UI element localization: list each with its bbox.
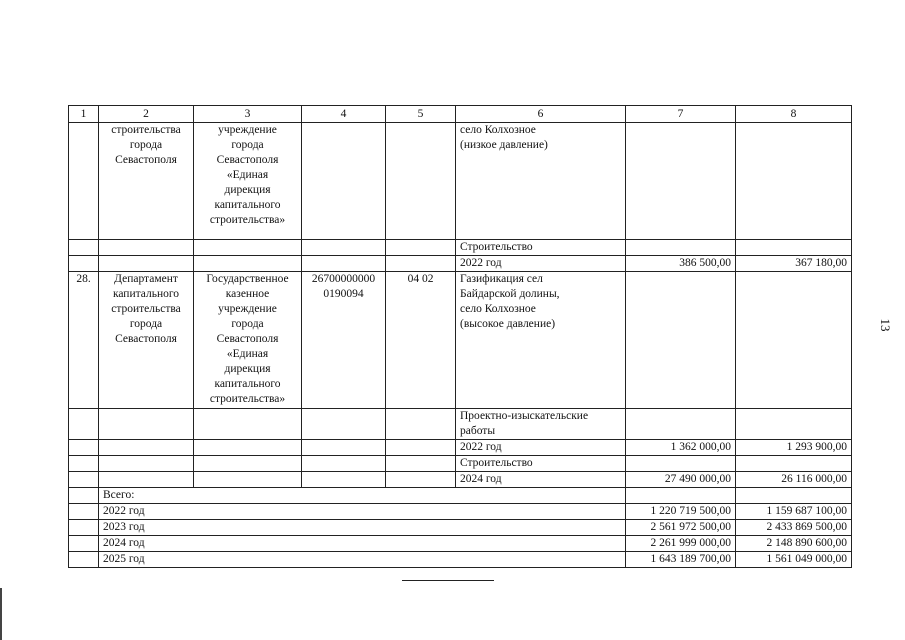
cell-col-6: 2022 год (456, 440, 626, 456)
cell-col-2 (99, 472, 194, 488)
col-header-2: 2 (99, 106, 194, 123)
cell-col-6: Газификация сел Байдарской долины, село Колхозное (высокое давление) (456, 272, 626, 409)
cell-col-8 (736, 240, 852, 256)
cell-col-8 (736, 123, 852, 240)
cell-col-6: Строительство (456, 240, 626, 256)
cell-col-2 (99, 409, 194, 440)
table-row (69, 272, 852, 409)
totals-amount-c7: 1 220 719 500,00 (626, 504, 736, 520)
cell-col-8: 367 180,00 (736, 256, 852, 272)
totals-amount-c7: 2 561 972 500,00 (626, 520, 736, 536)
cell-col-6: Строительство (456, 456, 626, 472)
cell-col-3 (194, 440, 302, 456)
table-row (69, 409, 852, 440)
budget-table (68, 105, 852, 568)
totals-label-col-7 (626, 488, 736, 504)
totals-row (69, 536, 852, 552)
table-row (69, 456, 852, 472)
cell-col-1 (69, 409, 99, 440)
cell-col-8 (736, 409, 852, 440)
cell-col-1 (69, 256, 99, 272)
totals-label-row (69, 488, 852, 504)
column-number-row (69, 106, 852, 123)
cell-col-6: Проектно-изыскательские работы (456, 409, 626, 440)
totals-blank-cell (69, 488, 99, 504)
totals-year: 2023 год (99, 520, 626, 536)
cell-col-5 (386, 240, 456, 256)
totals-blank-cell (69, 536, 99, 552)
cell-col-2 (99, 256, 194, 272)
totals-row (69, 520, 852, 536)
cell-col-4: 26700000000 0190094 (302, 272, 386, 409)
totals-year: 2025 год (99, 552, 626, 568)
totals-amount-c8: 1 159 687 100,00 (736, 504, 852, 520)
totals-label: Всего: (99, 488, 626, 504)
cell-col-2 (99, 440, 194, 456)
cell-col-3: учреждение города Севастополя «Единая дирекция капитального строительства» (194, 123, 302, 240)
totals-amount-c8: 2 433 869 500,00 (736, 520, 852, 536)
cell-col-1 (69, 456, 99, 472)
table-row (69, 256, 852, 272)
cell-col-5 (386, 256, 456, 272)
cell-col-5: 04 02 (386, 272, 456, 409)
cell-col-3: Государственное казенное учреждение города Севастополя «Единая дирекция капитального строительства» (194, 272, 302, 409)
table-body (69, 123, 852, 488)
col-header-3: 3 (194, 106, 302, 123)
table-row (69, 240, 852, 256)
cell-col-5 (386, 409, 456, 440)
page-number: 13 (878, 318, 893, 332)
totals-amount-c7: 2 261 999 000,00 (626, 536, 736, 552)
totals-amount-c8: 2 148 890 600,00 (736, 536, 852, 552)
cell-col-4 (302, 472, 386, 488)
col-header-6: 6 (456, 106, 626, 123)
cell-col-6: 2022 год (456, 256, 626, 272)
cell-col-8 (736, 456, 852, 472)
col-header-5: 5 (386, 106, 456, 123)
cell-col-2 (99, 456, 194, 472)
totals-year: 2022 год (99, 504, 626, 520)
cell-col-7: 1 362 000,00 (626, 440, 736, 456)
cell-col-7 (626, 456, 736, 472)
cell-col-4 (302, 123, 386, 240)
table-row (69, 123, 852, 240)
cell-col-1 (69, 240, 99, 256)
cell-col-5 (386, 123, 456, 240)
totals-row (69, 504, 852, 520)
cell-col-3 (194, 456, 302, 472)
cell-col-3 (194, 240, 302, 256)
totals-row (69, 552, 852, 568)
cell-col-2: строительства города Севастополя (99, 123, 194, 240)
cell-col-4 (302, 409, 386, 440)
totals-body (69, 488, 852, 568)
cell-col-3 (194, 472, 302, 488)
cell-col-1 (69, 472, 99, 488)
cell-col-7: 27 490 000,00 (626, 472, 736, 488)
cell-col-5 (386, 456, 456, 472)
scan-edge (0, 588, 2, 640)
cell-col-5 (386, 472, 456, 488)
cell-col-7 (626, 240, 736, 256)
cell-col-3 (194, 256, 302, 272)
cell-col-6: село Колхозное (низкое давление) (456, 123, 626, 240)
cell-col-7: 386 500,00 (626, 256, 736, 272)
totals-amount-c8: 1 561 049 000,00 (736, 552, 852, 568)
totals-amount-c7: 1 643 189 700,00 (626, 552, 736, 568)
col-header-8: 8 (736, 106, 852, 123)
table-row (69, 440, 852, 456)
totals-label-col-8 (736, 488, 852, 504)
cell-col-8 (736, 272, 852, 409)
cell-col-2: Департамент капитального строительства города Севастополя (99, 272, 194, 409)
cell-col-8: 26 116 000,00 (736, 472, 852, 488)
col-header-7: 7 (626, 106, 736, 123)
cell-col-3 (194, 409, 302, 440)
cell-col-8: 1 293 900,00 (736, 440, 852, 456)
cell-col-7 (626, 123, 736, 240)
totals-year: 2024 год (99, 536, 626, 552)
cell-col-4 (302, 256, 386, 272)
totals-blank-cell (69, 520, 99, 536)
cell-col-1 (69, 123, 99, 240)
col-header-4: 4 (302, 106, 386, 123)
totals-blank-cell (69, 504, 99, 520)
cell-col-7 (626, 272, 736, 409)
table-row (69, 472, 852, 488)
cell-col-6: 2024 год (456, 472, 626, 488)
col-header-1: 1 (69, 106, 99, 123)
cell-col-5 (386, 440, 456, 456)
cell-col-1 (69, 440, 99, 456)
footer-rule (402, 580, 494, 581)
cell-col-1: 28. (69, 272, 99, 409)
cell-col-2 (99, 240, 194, 256)
cell-col-4 (302, 456, 386, 472)
cell-col-7 (626, 409, 736, 440)
cell-col-4 (302, 240, 386, 256)
totals-blank-cell (69, 552, 99, 568)
cell-col-4 (302, 440, 386, 456)
